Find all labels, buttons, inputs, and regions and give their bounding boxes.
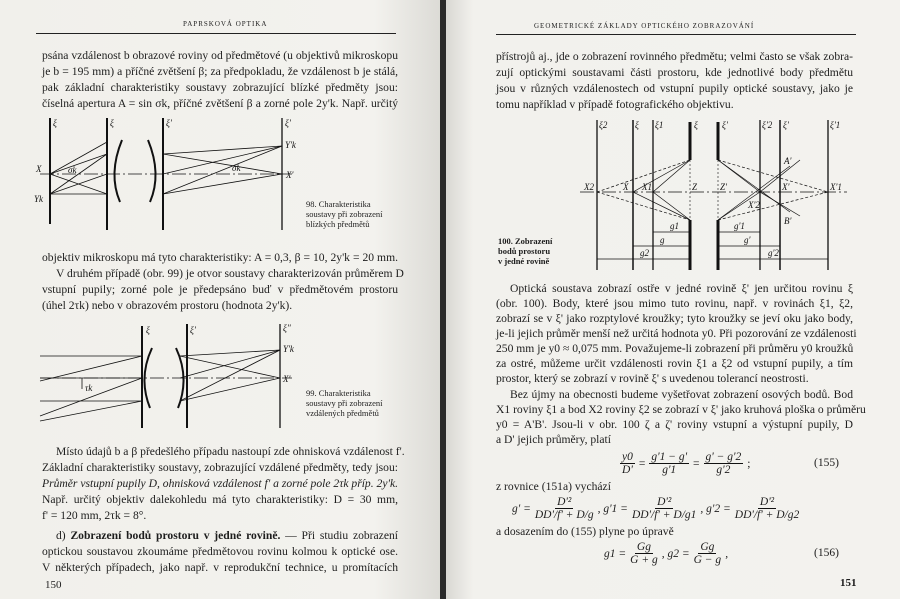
eq-dd: DD' — [534, 509, 554, 521]
text-line: V některých případech, jako např. v reprodukční technice, u promítacích — [42, 561, 398, 574]
text-line: Např. určitý objektiv dalekohledu má tyto charakteristiky: D = 30 mm, — [42, 493, 398, 506]
text-line: Základní charakteristiky soustavy, zobrazující vzdálené předměty, tedy jsou: — [42, 461, 398, 474]
text-line: y0 = A'B'. Jsou-li v obr. 100 ζ a ζ' roviny vstupní a výstupní pupily, D — [496, 418, 853, 431]
label-tau: τk — [85, 383, 93, 393]
page-number: 151 — [840, 577, 857, 589]
text-line: X1 roviny ξ1 a bod X2 roviny ξ2 se zobrazí v ξ' jako kruhová ploška o průměru — [496, 403, 866, 416]
text-line: je-li jejich průměr menší než určitá hodnota y0. Při pozorování ze vzdálenosti — [496, 327, 857, 340]
eq-g: g — [587, 509, 594, 521]
eq-d: D — [776, 509, 785, 521]
label-x: X — [36, 164, 42, 174]
label-xi-1: ξ1 — [655, 120, 664, 130]
figure-100-caption — [498, 236, 552, 266]
eq-term: , g'2 = — [700, 502, 731, 515]
label-x1: X1 — [642, 182, 652, 192]
label-xi-prime: ξ' — [285, 118, 291, 128]
text-line: zobrazí se v ξ' jako rozptylové kroužky; tyto kroužky se jeví oku jako body, — [496, 312, 853, 325]
text-line: 250 mm je y0 ≈ 0,075 mm. Považujeme-li zobrazení při průměru y0 kroužků — [496, 342, 854, 355]
caption-line: 98. Charakteristika — [306, 199, 371, 209]
label-xi-prime-2: ξ' — [783, 120, 789, 130]
eq-operator: = — [638, 457, 646, 470]
label-g-prime: g' — [744, 235, 751, 245]
label-xi-double-prime: ξ'' — [283, 323, 291, 333]
left-page — [0, 0, 440, 599]
label-xi-prime: ξ' — [166, 118, 172, 128]
eq-numerator: D'² — [759, 496, 775, 508]
header-rule — [496, 34, 856, 35]
eq-d: D — [673, 509, 682, 521]
eq-numerator: Gg — [636, 541, 651, 553]
text-line: jsou v různých vzdálenostech od vstupní pupily optické soustavy, jako je — [496, 82, 853, 95]
label-xi-2: ξ2 — [599, 120, 608, 130]
eq-denominator: DD'/f' + D/g1 — [631, 509, 697, 521]
eq-plus: + — [565, 509, 574, 521]
label-xi: ξ — [635, 120, 639, 130]
label-yk: Yk — [34, 194, 43, 204]
text-line: objektiv mikroskopu má tyto charakteristiky: A = 0,3, β = 10, 2y'k = 20 mm. — [42, 251, 398, 264]
eq-d: D — [576, 509, 585, 521]
label-g2-prime: g'2 — [768, 248, 779, 258]
label-x2-prime: X'2 — [748, 200, 760, 210]
text-line: (obr. 100). Body, které jsou mimo tuto rovinu, např. v rovinách ξ1, ξ2, — [496, 297, 853, 310]
label-z-prime: Z' — [720, 182, 727, 192]
label-xi-0: ξ — [694, 120, 698, 130]
label-xi: ξ — [146, 325, 150, 335]
equation-156 — [604, 541, 728, 566]
section-d-heading-line — [42, 529, 398, 543]
label-x2: X2 — [584, 182, 594, 192]
text-line: prostor, který se zobrazí v rovině ξ' s uvedenou tolerancí neostrosti. — [496, 372, 809, 385]
eq-denominator: g'2 — [716, 464, 731, 476]
label-yk-prime: Y'k — [283, 344, 294, 354]
text-line: — Při studiu zobrazení — [285, 529, 398, 542]
text-line: zují optickými soustavami části prostoru, kde jednotlivé body předmětu — [496, 66, 853, 79]
label-xi-prime: ξ' — [722, 120, 728, 130]
eq-plus: + — [662, 509, 671, 521]
figure-99-diagram — [30, 316, 300, 431]
eq-numerator: g' − g'2 — [705, 451, 742, 463]
eq-denominator: G + g — [630, 554, 658, 566]
text-line: optickou soustavou zkoumáme předmětovou rovinu kolmou k optické ose. — [42, 545, 398, 558]
eq-punct: , — [725, 547, 729, 560]
label-a-prime: A' — [784, 156, 792, 166]
label-x-prime: X' — [782, 182, 790, 192]
text-line: a dosazením do (155) plyne po úpravě — [496, 525, 674, 538]
text-line: V druhém případě (obr. 99) je otvor soustavy charakterizován průměrem D — [56, 267, 404, 280]
label-g: g — [660, 235, 665, 245]
eq-numerator: y0 — [622, 451, 633, 463]
equation-155 — [618, 451, 752, 476]
section-label: d) — [56, 529, 66, 542]
label-x1-prime: X'1 — [830, 182, 842, 192]
eq-numerator: Gg — [700, 541, 715, 553]
eq-punct: ; — [747, 457, 751, 470]
eq-numerator: D'² — [657, 496, 672, 508]
figure-98-diagram — [30, 112, 300, 242]
caption-line: v jedné rovině — [498, 256, 550, 266]
text-line: přístrojů aj., jde o zobrazení rovinného předmětu; velmi často se však zobra- — [496, 50, 853, 63]
label-g1-prime: g'1 — [734, 221, 745, 231]
text-line: f' = 120 mm, 2τk = 8°. — [42, 509, 147, 522]
eq-term: g' = — [512, 502, 531, 515]
eq-dd: DD' — [734, 509, 754, 521]
text-line: za ostré, můžeme určit vzdálenosti rovin ξ1 a ξ2 od vstupní pupily, a tím — [496, 357, 853, 370]
label-sigma-prime: σk — [232, 163, 241, 173]
label-z: Z — [692, 182, 698, 192]
text-line: a D' jejich průměry, platí — [496, 433, 611, 446]
eq-g1: g1 — [684, 509, 697, 521]
text-line: Průměr vstupní pupily D, ohnisková vzdálenost f' a zorné pole 2τk příp. 2y'k. — [42, 477, 398, 490]
eq-denominator: g'1 — [662, 464, 677, 476]
eq-f: f' — [654, 509, 660, 521]
caption-line: blízkých předmětů — [306, 219, 370, 229]
text-line: Místo údajů b a β předešlého případu nastoupí zde ohnisková vzdálenost f'. — [56, 445, 405, 458]
label-b-prime: B' — [784, 216, 792, 226]
eq-f: f' — [757, 509, 763, 521]
eq-g2: g2 — [787, 509, 800, 521]
figure-99-caption — [306, 388, 382, 418]
text-line: Bez újmy na obecnosti budeme vyšetřovat zobrazení osových bodů. Bod — [510, 388, 853, 401]
label-x-prime: X' — [283, 374, 291, 384]
caption-line: 99. Charakteristika — [306, 388, 371, 398]
label-xi-1-prime: ξ'1 — [830, 120, 841, 130]
text-line: psána vzdálenost b obrazové roviny od předmětové (u objektivů mikroskopu — [42, 49, 398, 62]
caption-line: bodů prostoru — [498, 246, 551, 256]
label-g1: g1 — [670, 221, 679, 231]
label-xi-2-prime: ξ'2 — [762, 120, 773, 130]
eq-term: g1 = — [604, 547, 627, 560]
equation-g-prime — [512, 496, 803, 521]
running-header: PAPRSKOVÁ OPTIKA — [183, 20, 268, 28]
eq-plus: + — [765, 509, 774, 521]
label-sigma: σk — [68, 165, 77, 175]
caption-line: 100. Zobrazení — [498, 236, 553, 246]
eq-term: , g2 = — [661, 547, 690, 560]
eq-denominator: D' — [622, 464, 633, 476]
label-xi: ξ — [53, 118, 57, 128]
eq-numerator: D'² — [557, 496, 572, 508]
text-line: z rovnice (151a) vychází — [496, 480, 611, 493]
text-line: (úhel 2τk) nebo v obrazovém prostoru (hodnota 2y'k). — [42, 299, 293, 312]
label-yk-prime: Y'k — [285, 140, 296, 150]
figure-98-caption — [306, 199, 382, 229]
running-header: GEOMETRICKÉ ZÁKLADY OPTICKÉHO ZOBRAZOVÁNÍ — [534, 22, 755, 30]
eq-numerator: g'1 − g' — [651, 451, 688, 463]
eq-denominator: G − g — [693, 554, 722, 566]
label-x-prime: X' — [286, 170, 294, 180]
text-line: vstupní pupily; zorné pole je předepsáno buď v předmětovém prostoru — [42, 283, 398, 296]
text-line: Optická soustava zobrazí ostře v jedné rovině ξ' jen určitou rovinu ξ — [510, 282, 853, 295]
caption-line: vzdálených předmětů — [306, 408, 379, 418]
eq-denominator: DD'/f' + D/g2 — [734, 509, 800, 521]
eq-term: , g'1 = — [597, 502, 628, 515]
page-number: 150 — [45, 579, 62, 591]
header-rule — [36, 33, 396, 34]
right-page — [446, 0, 900, 599]
eq-dd: DD' — [631, 509, 652, 521]
label-x: X — [623, 182, 629, 192]
caption-line: soustavy při zobrazení — [306, 398, 383, 408]
eq-operator: = — [693, 457, 700, 470]
text-line: je b = 195 mm) a příčné zvětšení β; za předpokladu, že vzdálenost b je stálá, — [42, 65, 398, 78]
label-xi-prime: ξ' — [190, 325, 196, 335]
eq-f: f' — [557, 509, 563, 521]
equation-number: (156) — [814, 547, 839, 559]
label-g2: g2 — [640, 248, 649, 258]
eq-denominator: DD'/f' + D/g — [534, 509, 594, 521]
text-line: pak základní charakteristiky soustavy zobrazující blízké předměty jsou: — [42, 81, 398, 94]
section-title: Zobrazení bodů prostoru v jedné rovině. — [70, 529, 281, 542]
label-xi: ξ — [110, 118, 114, 128]
equation-number: (155) — [814, 457, 839, 469]
caption-line: soustavy při zobrazení — [306, 209, 383, 219]
text-line: tomu například v případě fotografického objektivu. — [496, 98, 734, 111]
text-line: číselná apertura A = sin σk, příčné zvětšení β a zorné pole 2y'k. Např. určitý — [42, 97, 398, 110]
